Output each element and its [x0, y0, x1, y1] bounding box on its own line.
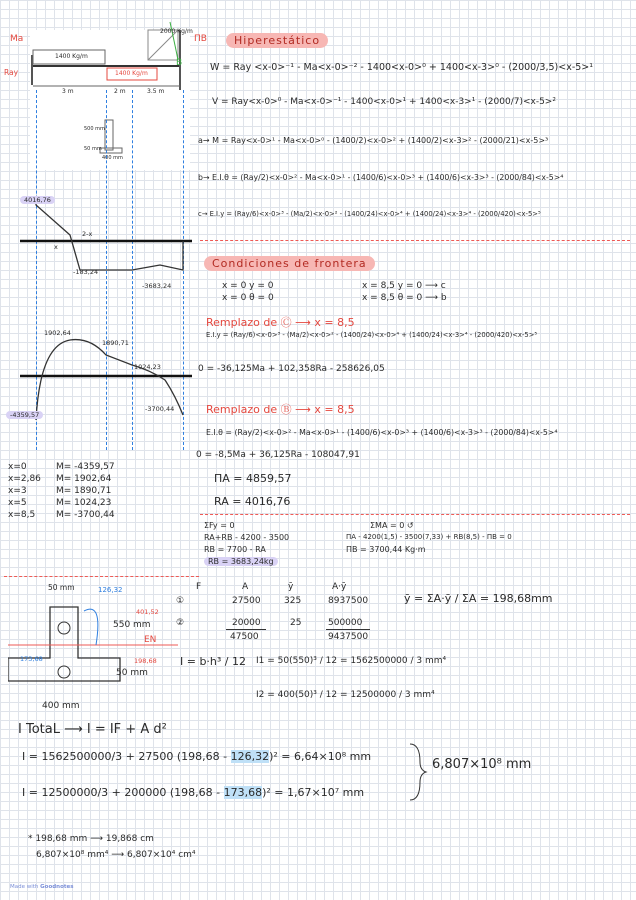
col-y: ȳ: [288, 582, 294, 592]
shear-v2: -183,24: [73, 268, 99, 276]
goodnotes-logo: Goodnotes: [40, 884, 74, 890]
inertia-total: 6,807×10⁸ mm: [432, 757, 532, 772]
eq-ma2: ΠB = 3700,44 Kg·m: [346, 545, 426, 554]
shear-v1: 4016,76: [20, 196, 55, 204]
sum-rule-ay: [326, 629, 370, 630]
moment-m2: 1890,71: [102, 339, 129, 347]
rep-b-title: Remplazo de Ⓑ ⟶ x = 8,5: [206, 403, 355, 416]
tot-ay: 9437500: [328, 632, 369, 642]
moment-m5: -4359,57: [6, 411, 43, 419]
moment-m3: 1024,23: [134, 363, 161, 371]
inertia-line-1: I = 1562500000/3 + 27500 (198,68 - 126,32)² = 6,64×10⁸ mm: [22, 750, 372, 763]
eq-fy2: RB = 7700 - RA: [204, 545, 266, 554]
table-row: x=0 M= -4359,57: [8, 462, 115, 472]
sec-dim-40152: 401,52: [136, 608, 159, 616]
res-c: 0 = -36,125Ma + 102,358Ra - 258626,05: [198, 364, 385, 374]
res-b: 0 = -8,5Ma + 36,125Ra - 108047,91: [196, 450, 360, 460]
cond-2a: x = 8,5 y = 0 ⟶ c: [362, 281, 446, 291]
table-row: x=8,5 M= -3700,44: [8, 510, 115, 520]
r2-ay: 500000: [328, 618, 363, 628]
sec-dim-550: 550 mm: [113, 620, 151, 630]
i-formula: I = b·h³ / 12: [180, 655, 247, 668]
ray-label: Ray: [4, 68, 19, 77]
sec-50-label: 50 mm: [84, 146, 102, 152]
ra-value: RA = 4016,76: [214, 495, 291, 508]
divider-2: [200, 514, 630, 515]
moment-diagram: [0, 325, 200, 435]
sec-dim-19868: 198,68: [134, 657, 157, 665]
shear-v3: -3683,24: [142, 282, 172, 290]
section-drawing: [8, 583, 188, 713]
shear-diagram: [0, 190, 200, 300]
ybar-result: ȳ = ΣA·ȳ / ΣA = 198,68mm: [404, 592, 553, 605]
inertia-line-2: I = 12500000/3 + 200000 (198,68 - 173,68)² = 1,67×10⁷ mm: [22, 786, 365, 799]
sec-dim-50: 50 mm: [48, 583, 75, 592]
cond-1a: x = 0 y = 0: [222, 281, 274, 291]
sec-dim-400: 400 mm: [42, 701, 80, 711]
moment-m1: 1902,64: [44, 329, 71, 337]
moment-table: [8, 462, 128, 522]
eq-ma: ΣMA = 0 ↺: [370, 521, 414, 530]
sec-en: EN: [144, 635, 157, 645]
shear-x-note: 2-x: [82, 230, 93, 238]
brace: [408, 742, 428, 802]
table-row: x=3 M= 1890,71: [8, 486, 112, 496]
col-ay: A·ȳ: [332, 582, 347, 592]
w-equation: W = Ray <x-0>⁻¹ - Ma<x-0>⁻² - 1400<x-0>⁰ + 1400<x-3>⁰ - (2000/3,5)<x-5>¹: [210, 62, 594, 73]
eq-fy1: RA+RB - 4200 - 3500: [204, 533, 290, 542]
load-tri-label: 1400 Kg/m: [115, 70, 148, 77]
ma-label: Ma: [10, 34, 24, 44]
r1-ay: 8937500: [328, 596, 369, 606]
cond-1b: x = 0 θ = 0: [222, 293, 274, 303]
r1-a: 27500: [232, 596, 261, 606]
conv-2: 6,807×10⁸ mm⁴ ⟶ 6,807×10⁴ cm⁴: [36, 850, 196, 860]
load-udl-label: 1400 Kg/m: [55, 53, 88, 60]
tot-a: 47500: [230, 632, 259, 642]
sec-400-label: 400 mm: [102, 155, 123, 161]
r1-id: ①: [176, 596, 185, 606]
beam-sketch: [0, 0, 200, 180]
beam-diagram: [0, 0, 207, 180]
i1-result: I1 = 50(550)³ / 12 = 1562500000 / 3 mm⁴: [256, 656, 447, 666]
shear-x-label: x: [54, 243, 58, 251]
divider-1: [200, 240, 630, 241]
r2-a: 20000: [232, 618, 261, 628]
r2-id: ②: [176, 618, 185, 628]
col-f: F: [196, 582, 202, 592]
rep-b-eq: E.I.θ = (Ray/2)<x-0>² - Ma<x-0>¹ - (1400/6)<x-0>³ + (1400/6)<x-3>³ - (2000/84)<x-5>⁴: [206, 428, 558, 437]
sec-500-label: 500 mm: [84, 126, 105, 132]
moment-m4: -3700,44: [145, 405, 175, 413]
r1-y: 325: [284, 596, 302, 606]
table-row: x=5 M= 1024,23: [8, 498, 112, 508]
ma-value: ΠA = 4859,57: [214, 472, 292, 485]
dist-b-label: 2 m: [114, 88, 126, 95]
eq-ma1: ΠA - 4200(1,5) - 3500(7,33) + RB(8,5) - ΠB = 0: [346, 533, 512, 541]
sec-dim-50b: 50 mm: [116, 668, 148, 678]
eq-fy: ΣFy = 0: [204, 521, 235, 530]
conv-1: * 198,68 mm ⟶ 19,868 cm: [28, 834, 154, 844]
c-equation: c→ E.I.y = (Ray/6)<x-0>³ - (Ma/2)<x-0>² - (1400/24)<x-0>⁴ + (1400/24)<x-3>⁴ - (2000/420)<x-5>⁵: [198, 210, 541, 218]
t-section: [8, 583, 188, 713]
table-row: x=2,86 M= 1902,64: [8, 474, 112, 484]
rep-c-eq: E.I.y = (Ray/6)<x-0>³ - (Ma/2)<x-0>² - (1400/24)<x-0>⁴ + (1400/24)<x-3>⁴ - (2000/420)<x-5>⁵: [206, 331, 538, 339]
mb-label: ΠB: [194, 34, 207, 44]
goodnotes-badge: Made with Goodnotes: [10, 884, 74, 890]
hyper-title: Hiperestático: [226, 33, 328, 48]
boundary-title: Condiciones de frontera: [204, 256, 375, 271]
v-equation: V = Ray<x-0>⁰ - Ma<x-0>⁻¹ - 1400<x-0>¹ + 1400<x-3>¹ - (2000/7)<x-5>²: [212, 97, 556, 107]
cond-2b: x = 8,5 θ = 0 ⟶ b: [362, 293, 447, 303]
inertia-hl-2: 173,68: [223, 786, 263, 799]
load-top-label: 2000 Kg/m: [160, 28, 193, 35]
b-equation: b→ E.I.θ = (Ray/2)<x-0>² - Ma<x-0>¹ - (1400/6)<x-0>³ + (1400/6)<x-3>³ - (2000/84)<x-5>⁴: [198, 173, 564, 182]
inertia-title: I TotaL ⟶ I = IF + A d²: [18, 722, 167, 737]
sum-rule-a: [226, 629, 266, 630]
divider-3: [4, 576, 199, 577]
b-label: B: [176, 58, 183, 68]
a-equation: a→ M = Ray<x-0>¹ - Ma<x-0>⁰ - (1400/2)<x-0>² + (1400/2)<x-3>² - (2000/21)<x-5>³: [198, 136, 549, 145]
dist-c-label: 3.5 m: [147, 88, 165, 95]
r2-y: 25: [290, 618, 302, 628]
inertia-hl-1: 126,32: [230, 750, 270, 763]
rep-c-title: Remplazo de Ⓒ ⟶ x = 8,5: [206, 316, 355, 329]
sec-dim-12632: 126,32: [98, 586, 123, 594]
eq-fy3: RB = 3683,24kg: [204, 557, 278, 566]
i2-result: I2 = 400(50)³ / 12 = 12500000 / 3 mm⁴: [256, 690, 435, 700]
dist-a-label: 3 m: [62, 88, 74, 95]
sec-dim-17368: 173,68: [20, 655, 43, 663]
col-a: A: [242, 582, 249, 592]
